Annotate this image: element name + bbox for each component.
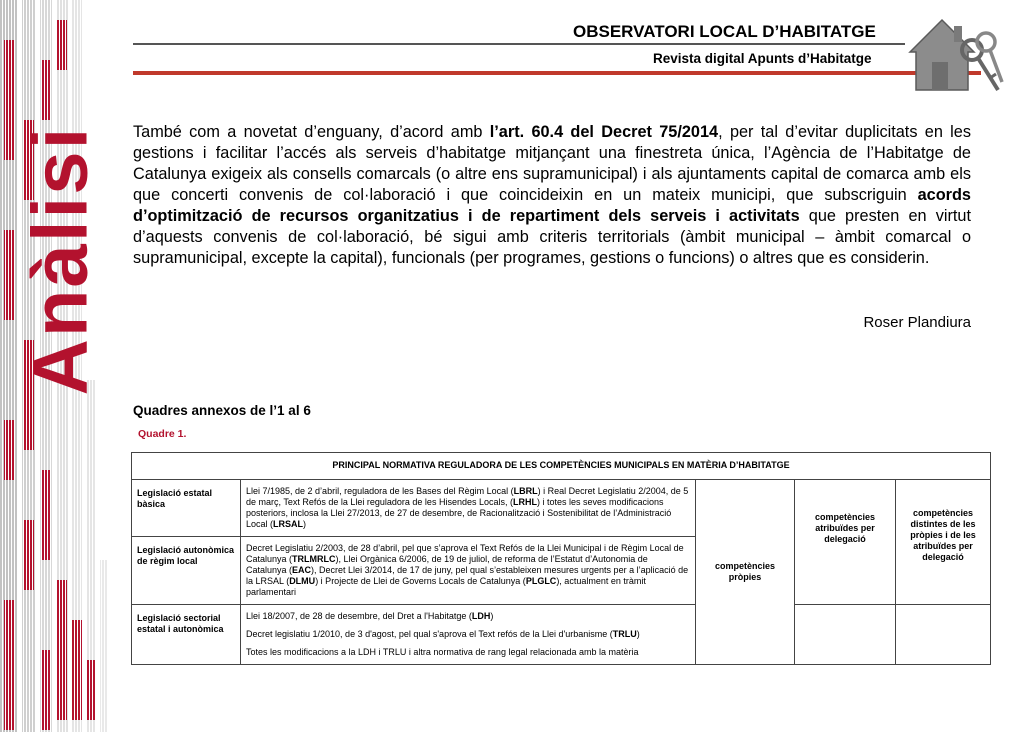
column-competencies-delegacio: competències atribuïdes per delegació [795,480,896,605]
author-signature: Roser Plandiura [863,314,971,331]
row-text-estatal: Llei 7/1985, de 2 d’abril, reguladora de les Bases del Règim Local (LBRL) i Real Decret Legislatiu 2/2004, de 5 de març, Text Refós de la Llei reguladora de les Hisendes Locals, (LRHL) i totes les seves modificacions posteriors, inclosa la Llei 27/2013, de 27 de desembre, de Racionalització i Sostenibilitat de l’Administració Local (LRSAL) [241,480,696,537]
para-bold-reference: l’art. 60.4 del Decret 75/2014 [489,123,719,141]
table-header-row [132,453,991,480]
table-header: PRINCIPAL NORMATIVA REGULADORA DE LES COMPETÈNCIES MUNICIPALS EN MATÈRIA D’HABITATGE [132,453,991,480]
table-caption: Quadre 1. [138,428,187,440]
para-text: També com a novetat d’enguany, d’acord amb [133,123,490,141]
table-row [132,480,991,537]
para-bold-phrase: acords d’optimització de recursos organitzatius i de repartiment dels serveis i activitats [133,186,971,225]
column-competencies-propies: competències pròpies [696,480,795,665]
para-text: , per tal d’evitar duplicitats en les gestions i facilitar l’accés als serveis d’habitatge mitjançant una finestreta única, l’Agència de l’Habitatge de Catalunya exigeix als consells comarcals (o altre ens supramunicipal) i als ajuntaments capital de comarca amb els que concerti convenis de col·laboració i que coincideixin en un mateix municipi, que subscriguin [133,123,971,204]
table-row [132,605,991,665]
header-accent-divider [133,71,981,75]
annex-heading: Quadres annexos de l’1 al 6 [133,403,311,418]
header-divider [133,43,905,45]
row-label-estatal: Legislació estatal bàsica [132,480,241,537]
column-competencies-distintes: competències distintes de les pròpies i de les atribuïdes per delegació [896,480,991,605]
body-paragraph [133,122,971,269]
para-text: que presten en virtut d’aquests convenis de col·laboració, bé sigui amb criteris territorials (àmbit municipal – àmbit comarcal o supramunicipal, excepte la capital), funcionals (per programes, gestions o funcions) o altres que es considerin. [133,207,971,267]
row-label-autonomica: Legislació autonòmica de règim local [132,537,241,605]
row-text-sectorial: Llei 18/2007, de 28 de desembre, del Dret a l'Habitatge (LDH) Decret legislatiu 1/2010, de 3 d'agost, pel qual s'aprova el Text refós de la Llei d'urbanisme (TRLU) Totes les modificacions a la LDH i TRLU i altra normativa de rang legal relacionada amb la matèria [241,605,696,665]
header-subtitle: Revista digital Apunts d’Habitatge [653,51,872,66]
regulation-table [131,452,991,665]
empty-cell [896,605,991,665]
row-label-sectorial: Legislació sectorial estatal i autonòmica [132,605,241,665]
empty-cell [795,605,896,665]
house-keys-logo [902,12,1006,100]
section-label-analisi: Anàlisi [15,125,104,396]
header-title: OBSERVATORI LOCAL D’HABITATGE [573,22,876,41]
row-text-autonomica: Decret Legislatiu 2/2003, de 28 d’abril, pel que s’aprova el Text Refós de la Llei Municipal i de Règim Local de Catalunya (TRLMRLC), Llei Orgànica 6/2006, de 19 de juliol, de reforma de l’Estatut d’Autonomia de Catalunya (EAC), Decret Llei 3/2014, de 17 de juny, pel qual s’estableixen mesures urgents per a l’aplicació de la LRSAL (DLMU) i Projecte de Llei de Governs Locals de Catalunya (PLGLC), actualment en tràmit parlamentari [241,537,696,605]
